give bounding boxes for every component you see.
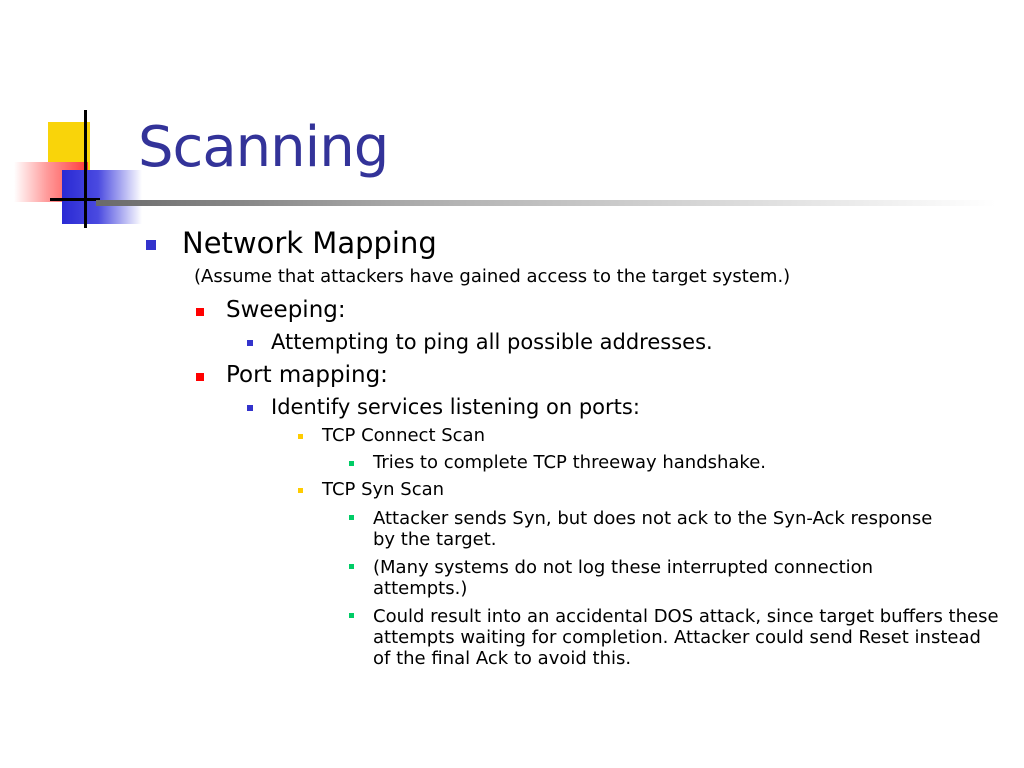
square-bullet-icon [247,340,253,346]
square-bullet-icon [146,240,156,250]
bullet-network-mapping [182,226,437,260]
bullet-tcp-syn [322,481,444,499]
bullet-text: Tries to complete TCP threeway handshake. [373,452,767,473]
assume-note [194,268,790,286]
decorative-logo-horizontal-line [50,198,100,201]
bullet-sweeping [226,299,346,322]
square-bullet-icon [349,564,354,569]
bullet-syn-detail-1 [373,508,933,550]
bullet-text: TCP Syn Scan [322,479,445,500]
bullet-text: Could result into an accidental DOS attack, since target buffers these attempts waiting for completion. Attacker could send Reset instead of the final Ack to avoid this. [373,606,999,669]
bullet-port-mapping [226,364,388,387]
square-bullet-icon [247,405,253,411]
square-bullet-icon [349,515,354,520]
note-text: (Assume that attackers have gained access to the target system.) [194,266,791,287]
square-bullet-icon [349,461,354,466]
slide-title: Scanning [138,115,389,180]
bullet-sweeping-detail [271,332,713,353]
bullet-text: TCP Connect Scan [322,425,485,446]
square-bullet-icon [298,488,303,493]
decorative-logo-vertical-line [84,110,87,228]
bullet-syn-detail-3 [373,606,1003,669]
bullet-text: Port mapping: [226,362,388,388]
title-underline-rule [96,200,996,206]
bullet-text: (Many systems do not log these interrupted connection attempts.) [373,557,874,599]
bullet-text: Network Mapping [182,226,437,260]
bullet-text: Attacker sends Syn, but does not ack to the Syn-Ack response by the target. [373,508,933,550]
bullet-text: Attempting to ping all possible addresses. [271,330,713,354]
bullet-identify-services [271,397,640,418]
decorative-logo-blue-gradient [62,170,142,224]
bullet-text: Sweeping: [226,297,346,323]
bullet-text: Identify services listening on ports: [271,395,640,419]
bullet-tcp-connect [322,427,485,445]
square-bullet-icon [196,308,204,316]
bullet-syn-detail-2 [373,557,938,599]
bullet-tcp-connect-detail [373,454,766,472]
square-bullet-icon [298,434,303,439]
square-bullet-icon [349,613,354,618]
square-bullet-icon [196,373,204,381]
